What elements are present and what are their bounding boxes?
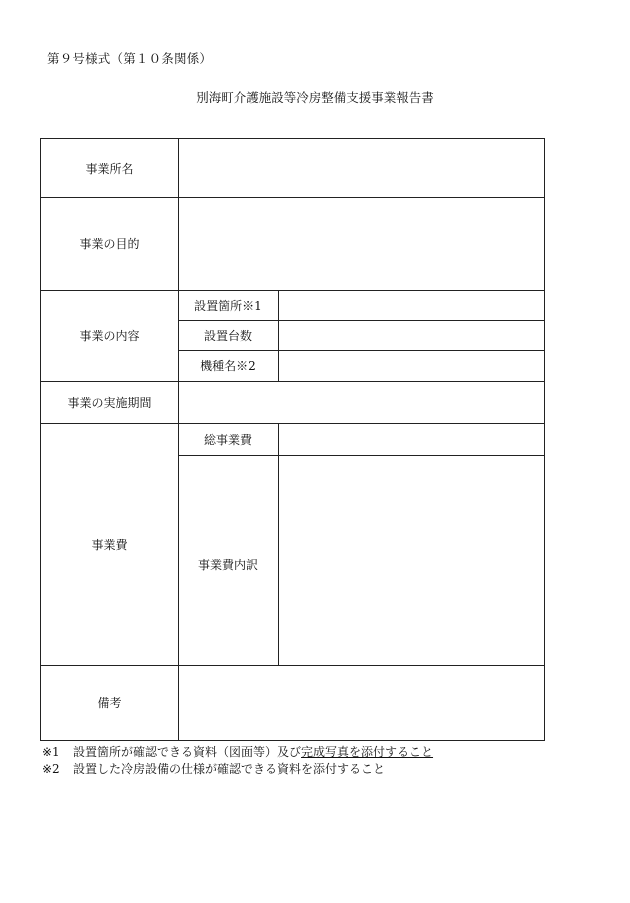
footnotes xyxy=(42,744,433,778)
label-total-cost: 総事業費 xyxy=(203,432,252,447)
install-location-field[interactable] xyxy=(279,290,544,320)
label-purpose: 事業の目的 xyxy=(79,237,140,251)
label-content: 事業の内容 xyxy=(79,329,140,343)
document-title: 別海町介護施設等冷房整備支援事業報告書 xyxy=(196,90,434,105)
footnote-text: 設置した冷房設備の仕様が確認できる資料を添付すること xyxy=(73,762,386,776)
label-period: 事業の実施期間 xyxy=(67,395,152,410)
label-cost: 事業費 xyxy=(91,537,128,552)
footnote-underlined-text: 完成写真を添付すること xyxy=(301,745,434,759)
label-install-count: 設置台数 xyxy=(203,328,252,343)
cost-breakdown-field[interactable] xyxy=(279,455,544,665)
office-name-field[interactable] xyxy=(179,139,544,197)
form-number: 第９号様式（第１０条関係） xyxy=(47,51,213,66)
label-model-name: 機種名※2 xyxy=(200,359,256,373)
footnote-mark: ※1 xyxy=(42,745,60,759)
label-remarks: 備考 xyxy=(97,696,122,710)
purpose-field[interactable] xyxy=(179,197,544,290)
total-cost-field[interactable] xyxy=(279,423,544,455)
model-name-field[interactable] xyxy=(279,350,544,381)
footnote-2 xyxy=(42,761,433,778)
footnote-text: 設置箇所が確認できる資料（図面等）及び xyxy=(73,745,302,759)
footnote-mark: ※2 xyxy=(42,762,60,776)
period-field[interactable] xyxy=(179,381,544,423)
label-install-location: 設置箇所※1 xyxy=(194,298,262,313)
install-count-field[interactable] xyxy=(279,320,544,350)
footnote-1 xyxy=(42,744,433,761)
remarks-field[interactable] xyxy=(179,665,544,740)
report-table xyxy=(40,138,545,741)
label-office-name: 事業所名 xyxy=(85,161,134,176)
label-cost-breakdown: 事業費内訳 xyxy=(197,557,258,572)
